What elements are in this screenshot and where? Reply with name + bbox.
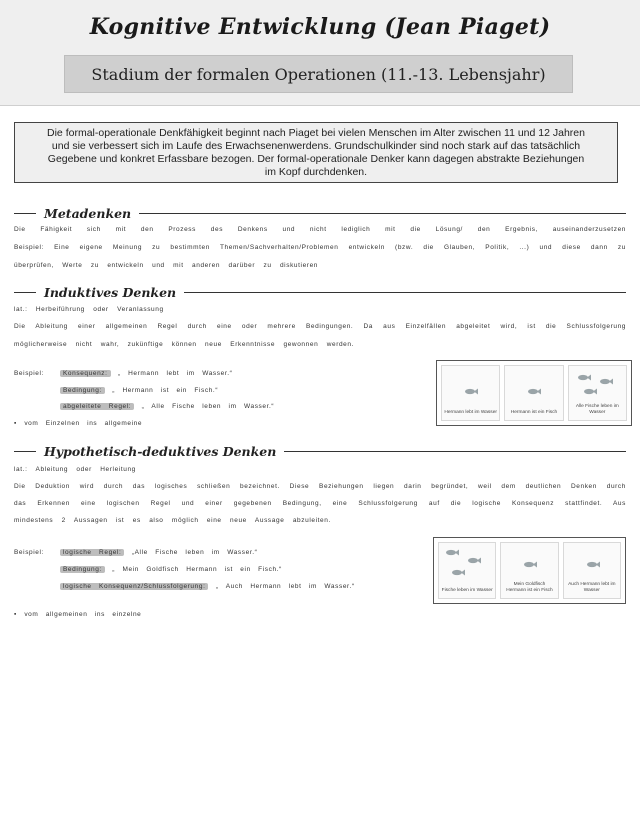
page-header (0, 0, 640, 106)
fish-icon (445, 549, 459, 556)
fish-icon (586, 561, 600, 568)
fish-icon (451, 569, 465, 576)
illustration-caption: Hermann ist ein Fisch (510, 410, 558, 415)
example-row (60, 549, 257, 556)
text-line: möglicherweise nicht wahr, zukünftige können neue Erkenntnisse gewonnen werden. (14, 341, 355, 348)
example-text: „ Hermann ist ein Fisch.“ (112, 387, 219, 394)
text-line: Die Ableitung einer allgemeinen Regel durch eine oder mehrere Bedingungen. Da aus Einzelfällen abgeleitet wird, ist die Schlussfolgerung (14, 323, 626, 330)
bullet-text: vom allgemeinen ins einzelne (24, 611, 142, 618)
page-subtitle: Stadium der formalen Operationen (11.-13. Lebensjahr) (64, 55, 573, 93)
fish-icon (467, 557, 481, 564)
illustration-caption: Auch Hermann lebt im Wasser (568, 582, 616, 593)
illustration-cell (563, 542, 621, 599)
example-text: „ Alle Fische leben im Wasser.“ (141, 403, 275, 410)
example-tag: logische Regel: (60, 549, 124, 556)
example-label: Beispiel: (14, 549, 44, 556)
example-tag: abgeleitete Regel: (60, 403, 134, 410)
bullet-text: vom Einzelnen ins allgemeine (24, 420, 143, 427)
intro-line: im Kopf durchdenken. (264, 166, 368, 178)
example-text: „ Auch Hermann lebt im Wasser.“ (215, 583, 355, 590)
example-row (60, 370, 232, 377)
induktiv-illustration-panel (436, 360, 632, 426)
heading-dash (14, 213, 36, 214)
text-line: Die Fähigkeit sich mit den Prozess des Denkens und nicht lediglich mit die Lösung/ den Ergebnis, auseinanderzusetzen (14, 226, 626, 233)
section-induktiv (14, 284, 626, 300)
intro-line: Gegebene und konkret Erfassbare bezogen. Der formal-operationale Denker kann dagegen abstrakte Beziehungen (47, 153, 585, 165)
illustration-cell (568, 365, 627, 421)
example-row (60, 566, 282, 573)
example-row (60, 387, 218, 394)
illustration-caption: Hermann lebt im Wasser (444, 410, 497, 415)
heading-dash (14, 451, 36, 452)
intro-box (14, 122, 618, 183)
page-title: Kognitive Entwicklung (Jean Piaget) (89, 14, 551, 40)
section-metadenken (14, 205, 626, 221)
example-text: „Alle Fische leben im Wasser.“ (131, 549, 258, 556)
section-heading: Hypothetisch-deduktives Denken (44, 443, 277, 459)
example-tag: Bedingung: (60, 566, 105, 573)
text-line: lat.: Herbeiführung oder Veranlassung (14, 306, 164, 313)
fish-icon (464, 388, 478, 395)
example-tag: Bedingung: (60, 387, 105, 394)
intro-line: und sie verbessert sich im Laufe des Erwachsenenwerdens. Grundschulkinder sind noch stark auf das tatsächlich (51, 140, 581, 152)
text-line: überprüfen, Werte zu entwickeln und mit anderen darüber zu diskutieren (14, 262, 318, 269)
example-row (60, 583, 355, 590)
example-tag: Konsequenz: (60, 370, 111, 377)
bullet-item: ▪ vom allgemeinen ins einzelne (14, 611, 142, 618)
fish-icon (527, 388, 541, 395)
example-text: „ Hermann lebt im Wasser.“ (117, 370, 233, 377)
illustration-caption: Alle Fische leben im Wasser (575, 404, 619, 415)
section-heading: Induktives Denken (44, 284, 177, 300)
section-hypothetisch (14, 443, 626, 459)
text-line: lat.: Ableitung oder Herleitung (14, 466, 136, 473)
example-label: Beispiel: (14, 370, 44, 377)
heading-rule (284, 451, 626, 452)
heading-rule (184, 292, 626, 293)
text-line: das Erkennen eine logischen Regel und einer gegebenen Bedingung, eine Schlussfolgerung auf die logische Konsequenz stattfindet. Aus (14, 500, 626, 507)
example-row (60, 403, 274, 410)
illustration-cell (504, 365, 563, 421)
text-line: mindestens 2 Aussagen ist es also möglich eine neue Aussage abzuleiten. (14, 517, 331, 524)
intro-line: Die formal-operationale Denkfähigkeit beginnt nach Piaget bei vielen Menschen im Alter zwischen 11 und 12 Jahren (47, 127, 585, 139)
example-tag: logische Konsequenz/Schlussfolgerung: (60, 583, 208, 590)
text-line: Beispiel: Eine eigene Meinung zu bestimmten Themen/Sachverhalten/Problemen entwickeln (bzw. die Glauben, Politik, ...) und diese dann zu (14, 244, 626, 251)
heading-dash (14, 292, 36, 293)
deduktiv-illustration-panel (433, 537, 626, 604)
illustration-cell (500, 542, 558, 599)
heading-rule (139, 213, 626, 214)
fish-icon (599, 378, 613, 385)
illustration-cell (441, 365, 500, 421)
fish-icon (523, 561, 537, 568)
bullet-item: ▪ vom Einzelnen ins allgemeine (14, 420, 143, 427)
fish-icon (577, 374, 591, 381)
fish-icon (583, 388, 597, 395)
example-text: „ Mein Goldfisch Hermann ist ein Fisch.“ (112, 566, 282, 573)
section-heading: Metadenken (44, 205, 132, 221)
text-line: Die Deduktion wird durch das logisches schließen bezeichnet. Diese Beziehungen liegen darin begründet, weil dem deutlichen Denken durch (14, 483, 626, 490)
illustration-cell (438, 542, 496, 599)
illustration-caption: Fische leben im Wasser (441, 588, 493, 593)
illustration-caption: Mein Goldfisch Hermann ist ein Fisch (506, 582, 553, 593)
